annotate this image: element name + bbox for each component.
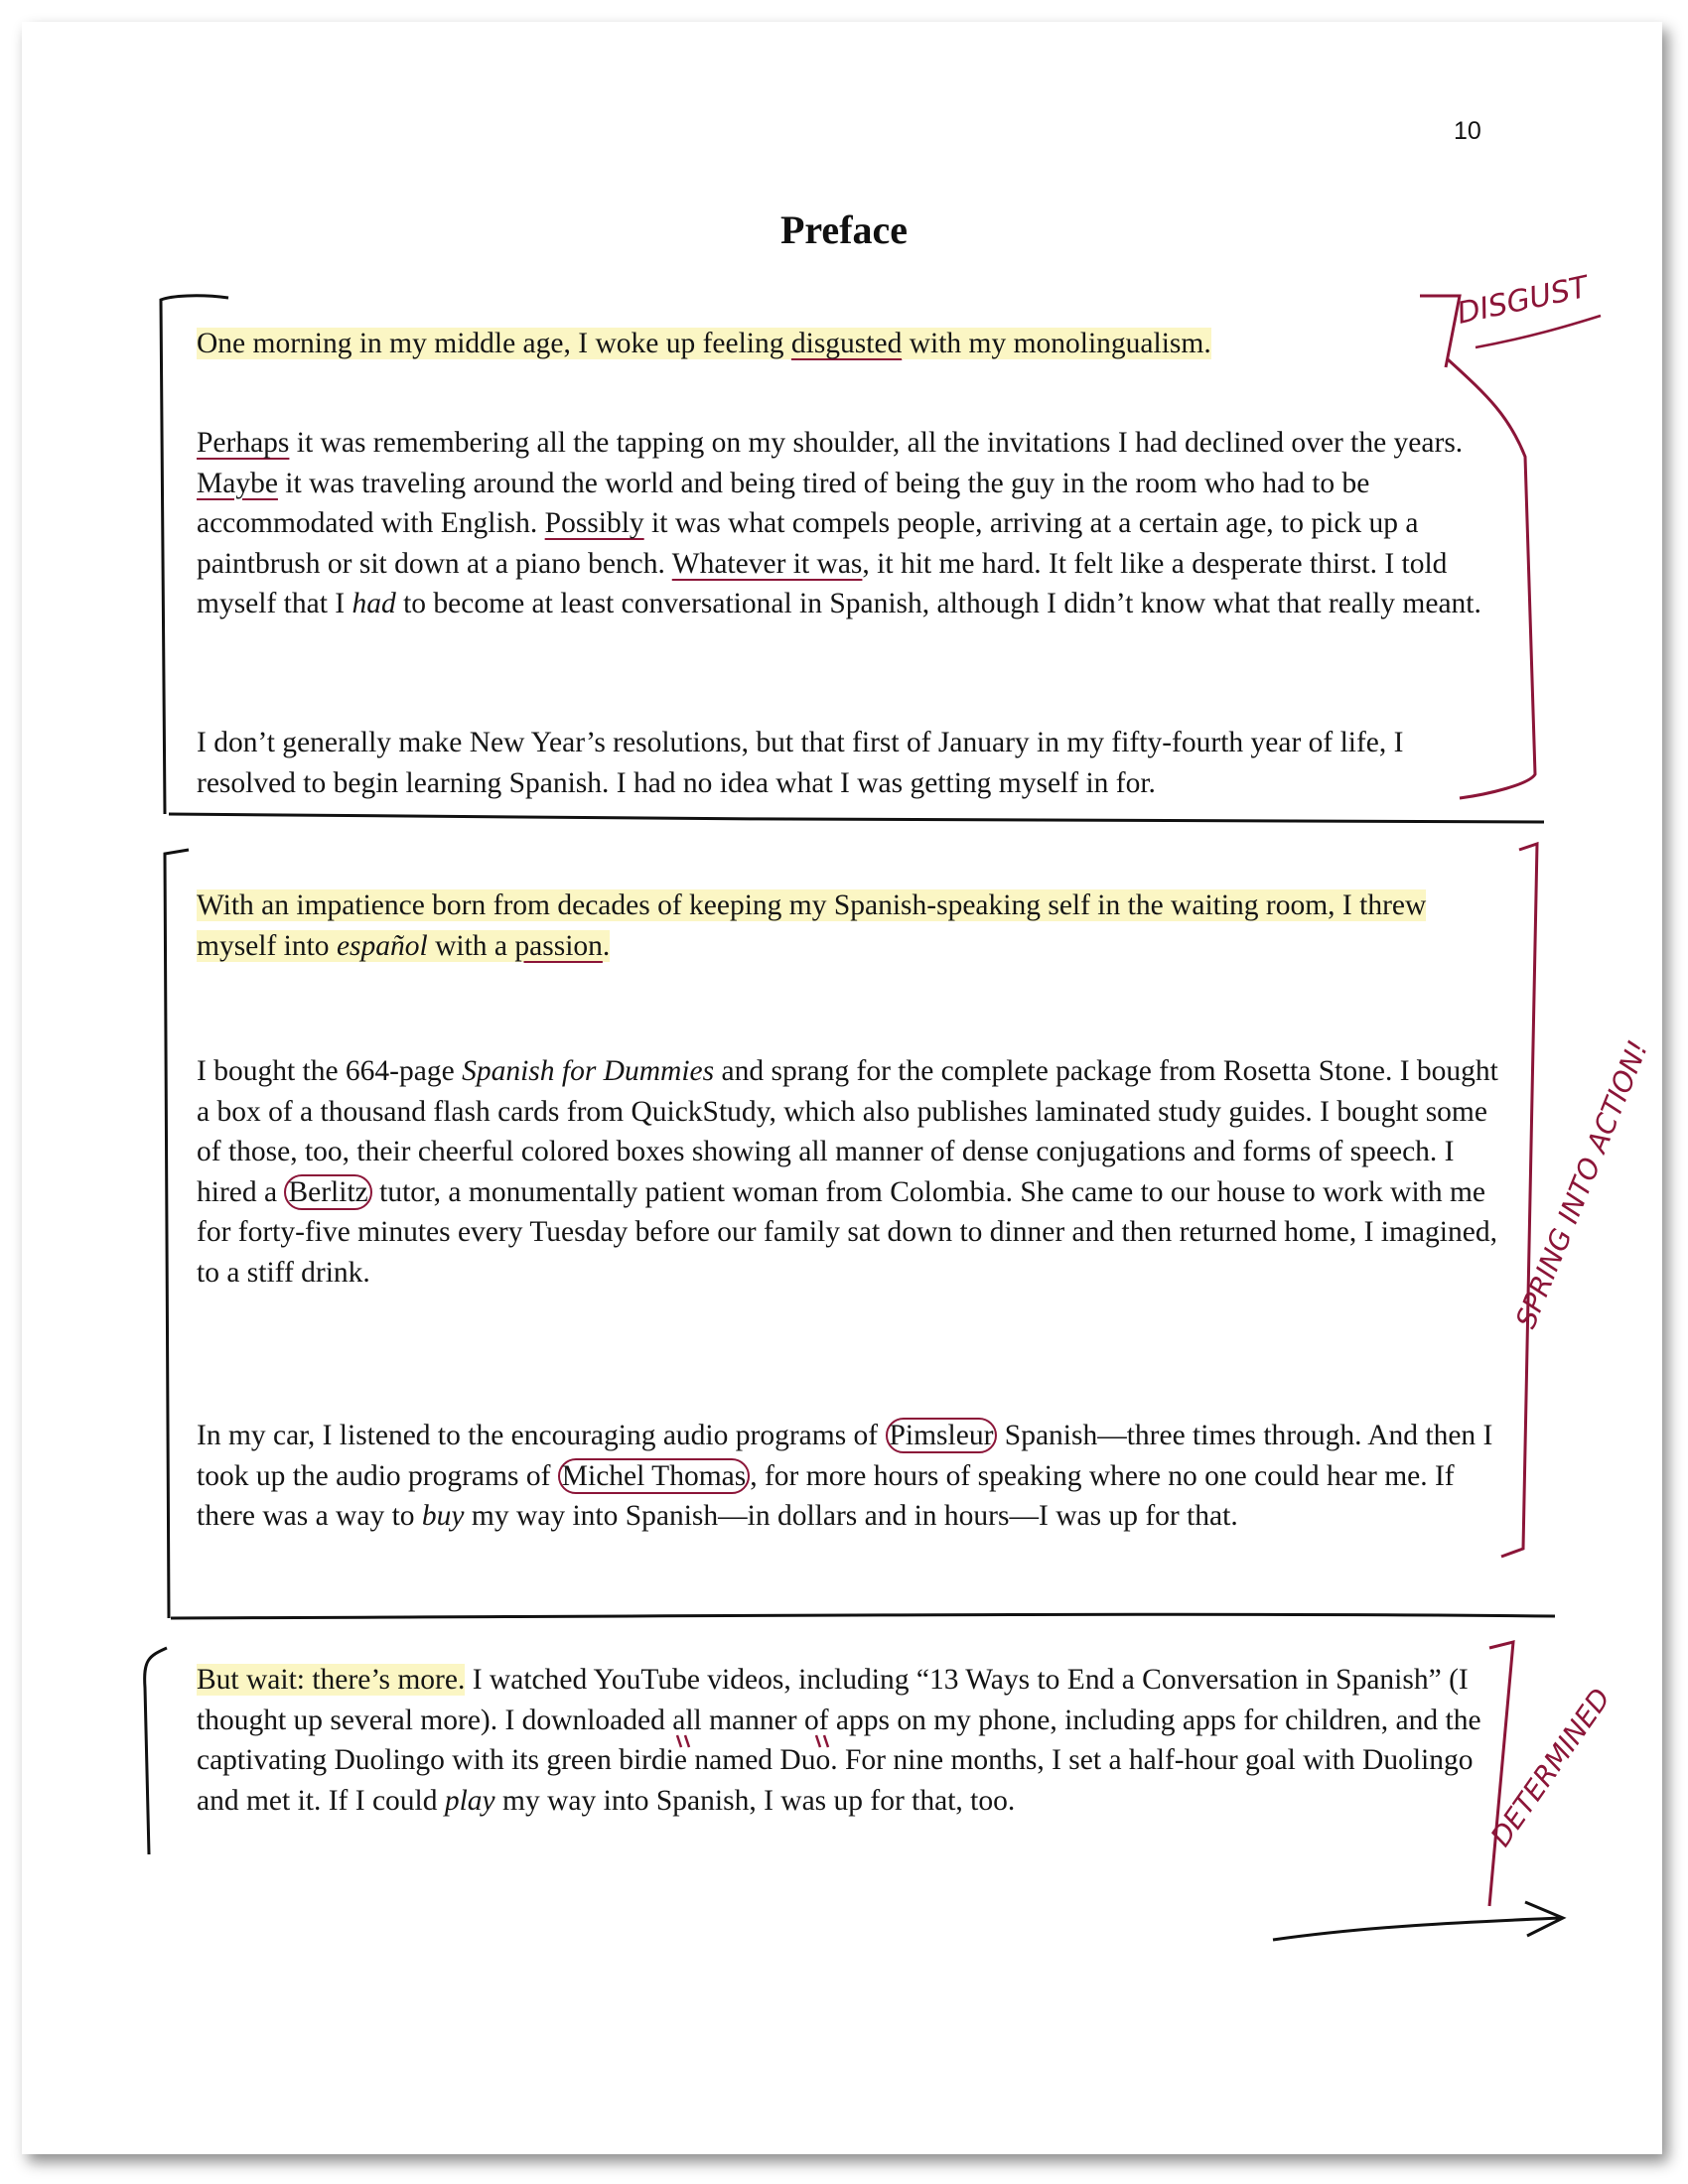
paragraph-text	[197, 423, 1507, 624]
text-segment: I bought the 664-page	[197, 1055, 463, 1087]
underlined-word: disgusted	[790, 328, 903, 359]
paragraph-text	[197, 324, 1507, 364]
paragraph-text	[197, 886, 1507, 966]
paragraph-text	[197, 1051, 1507, 1293]
text-segment: , for more hours of speaking where no one could hear me. If there was a way to	[197, 1459, 1455, 1532]
text-segment: with my monolingualism.	[902, 328, 1211, 359]
margin-note-disgust: DISGUST	[1454, 269, 1592, 332]
text-segment: my way into Spanish, I was up for that, too.	[494, 1784, 1016, 1817]
text-segment: to become at least conversational in Spanish, although I didn’t know what that really meant.	[395, 588, 1481, 619]
text-segment: I don’t generally make New Year’s resolutions, but that first of January in my fifty-fourth year of life, I resolved to begin learning Spanish. I had no idea what I was getting myself in for.	[197, 727, 1404, 799]
circled-term: Pimsleur	[886, 1418, 998, 1453]
paragraph-7	[197, 1660, 1507, 1821]
paragraph-text	[197, 1660, 1507, 1821]
underlined-word: Maybe	[197, 467, 278, 499]
text-segment: .	[602, 929, 611, 962]
paragraph-2	[197, 423, 1507, 624]
paragraph-1	[197, 324, 1507, 364]
text-segment: Spanish—three times through. And then I took up the audio programs of	[197, 1420, 1493, 1492]
text-segment: buy	[421, 1500, 465, 1532]
circled-term: Michel Thomas	[558, 1458, 750, 1494]
text-segment: my way into Spanish—in dollars and in hours—I was up for that.	[464, 1500, 1238, 1532]
paragraph-6	[197, 1416, 1507, 1537]
paragraph-5	[197, 1051, 1507, 1293]
circled-term: Berlitz	[284, 1174, 371, 1210]
text-segment: I watched YouTube videos, including “13 Ways to End a Conversation in Spanish” (I thought up several more). I downloaded all manner of apps on my phone, including apps for children, and the captivating Duolingo with its green birdie named Duo. For nine months, I set a half-hour goal with Duolingo and met it. If I could	[197, 1664, 1481, 1817]
text-segment: it was traveling around the world and being tired of being the guy in the room who had to be accommodated with English.	[197, 467, 1370, 539]
underlined-word: Possibly	[544, 507, 644, 539]
text-segment: One morning in my middle age, I woke up feeling	[197, 328, 791, 359]
text-segment: had	[352, 588, 396, 619]
text-segment: Spanish for Dummies	[462, 1055, 715, 1087]
text-segment: and sprang for the complete package from Rosetta Stone. I bought a box of a thousand flash cards from QuickStudy, which also publishes laminated study guides. I bought some of those, too, their cheerful colored boxes showing all manner of dense conjugations and forms of speech. I hired a	[197, 1055, 1498, 1208]
underlined-word: passion	[514, 929, 603, 962]
text-segment: But wait: there’s more.	[197, 1664, 466, 1696]
underlined-word: Whatever it was	[671, 547, 863, 580]
text-segment: play	[444, 1784, 495, 1817]
paragraph-3	[197, 723, 1507, 803]
page-title: Preface	[779, 207, 909, 252]
margin-note-spring-into-action: SPRING INTO ACTION!	[1508, 1035, 1655, 1333]
text-segment: In my car, I listened to the encouraging audio programs of	[197, 1420, 886, 1451]
text-segment: tutor, a monumentally patient woman from Colombia. She came to our house to work with me for forty-five minutes every Tuesday before our family sat down to dinner and then returned home, I imagined, to a stiff drink.	[197, 1175, 1497, 1289]
underlined-word: Perhaps	[197, 427, 290, 459]
text-segment: , it hit me hard. It felt like a desperate thirst. I told myself that I	[197, 547, 1448, 619]
paragraph-text	[197, 723, 1507, 803]
paragraph-text	[197, 1416, 1507, 1537]
paragraph-4	[197, 886, 1507, 966]
margin-note-determined: DETERMINED	[1483, 1682, 1618, 1853]
text-segment: With an impatience born from decades of keeping my Spanish-speaking self in the waiting room, I threw myself into	[197, 889, 1427, 962]
text-segment: it was what compels people, arriving at a certain age, to pick up a paintbrush or sit down at a piano bench.	[197, 507, 1419, 580]
page-number: 10	[1454, 117, 1481, 145]
text-segment: with a	[427, 929, 515, 962]
text-segment: español	[336, 929, 428, 962]
text-segment: it was remembering all the tapping on my shoulder, all the invitations I had declined over the years.	[289, 427, 1464, 459]
